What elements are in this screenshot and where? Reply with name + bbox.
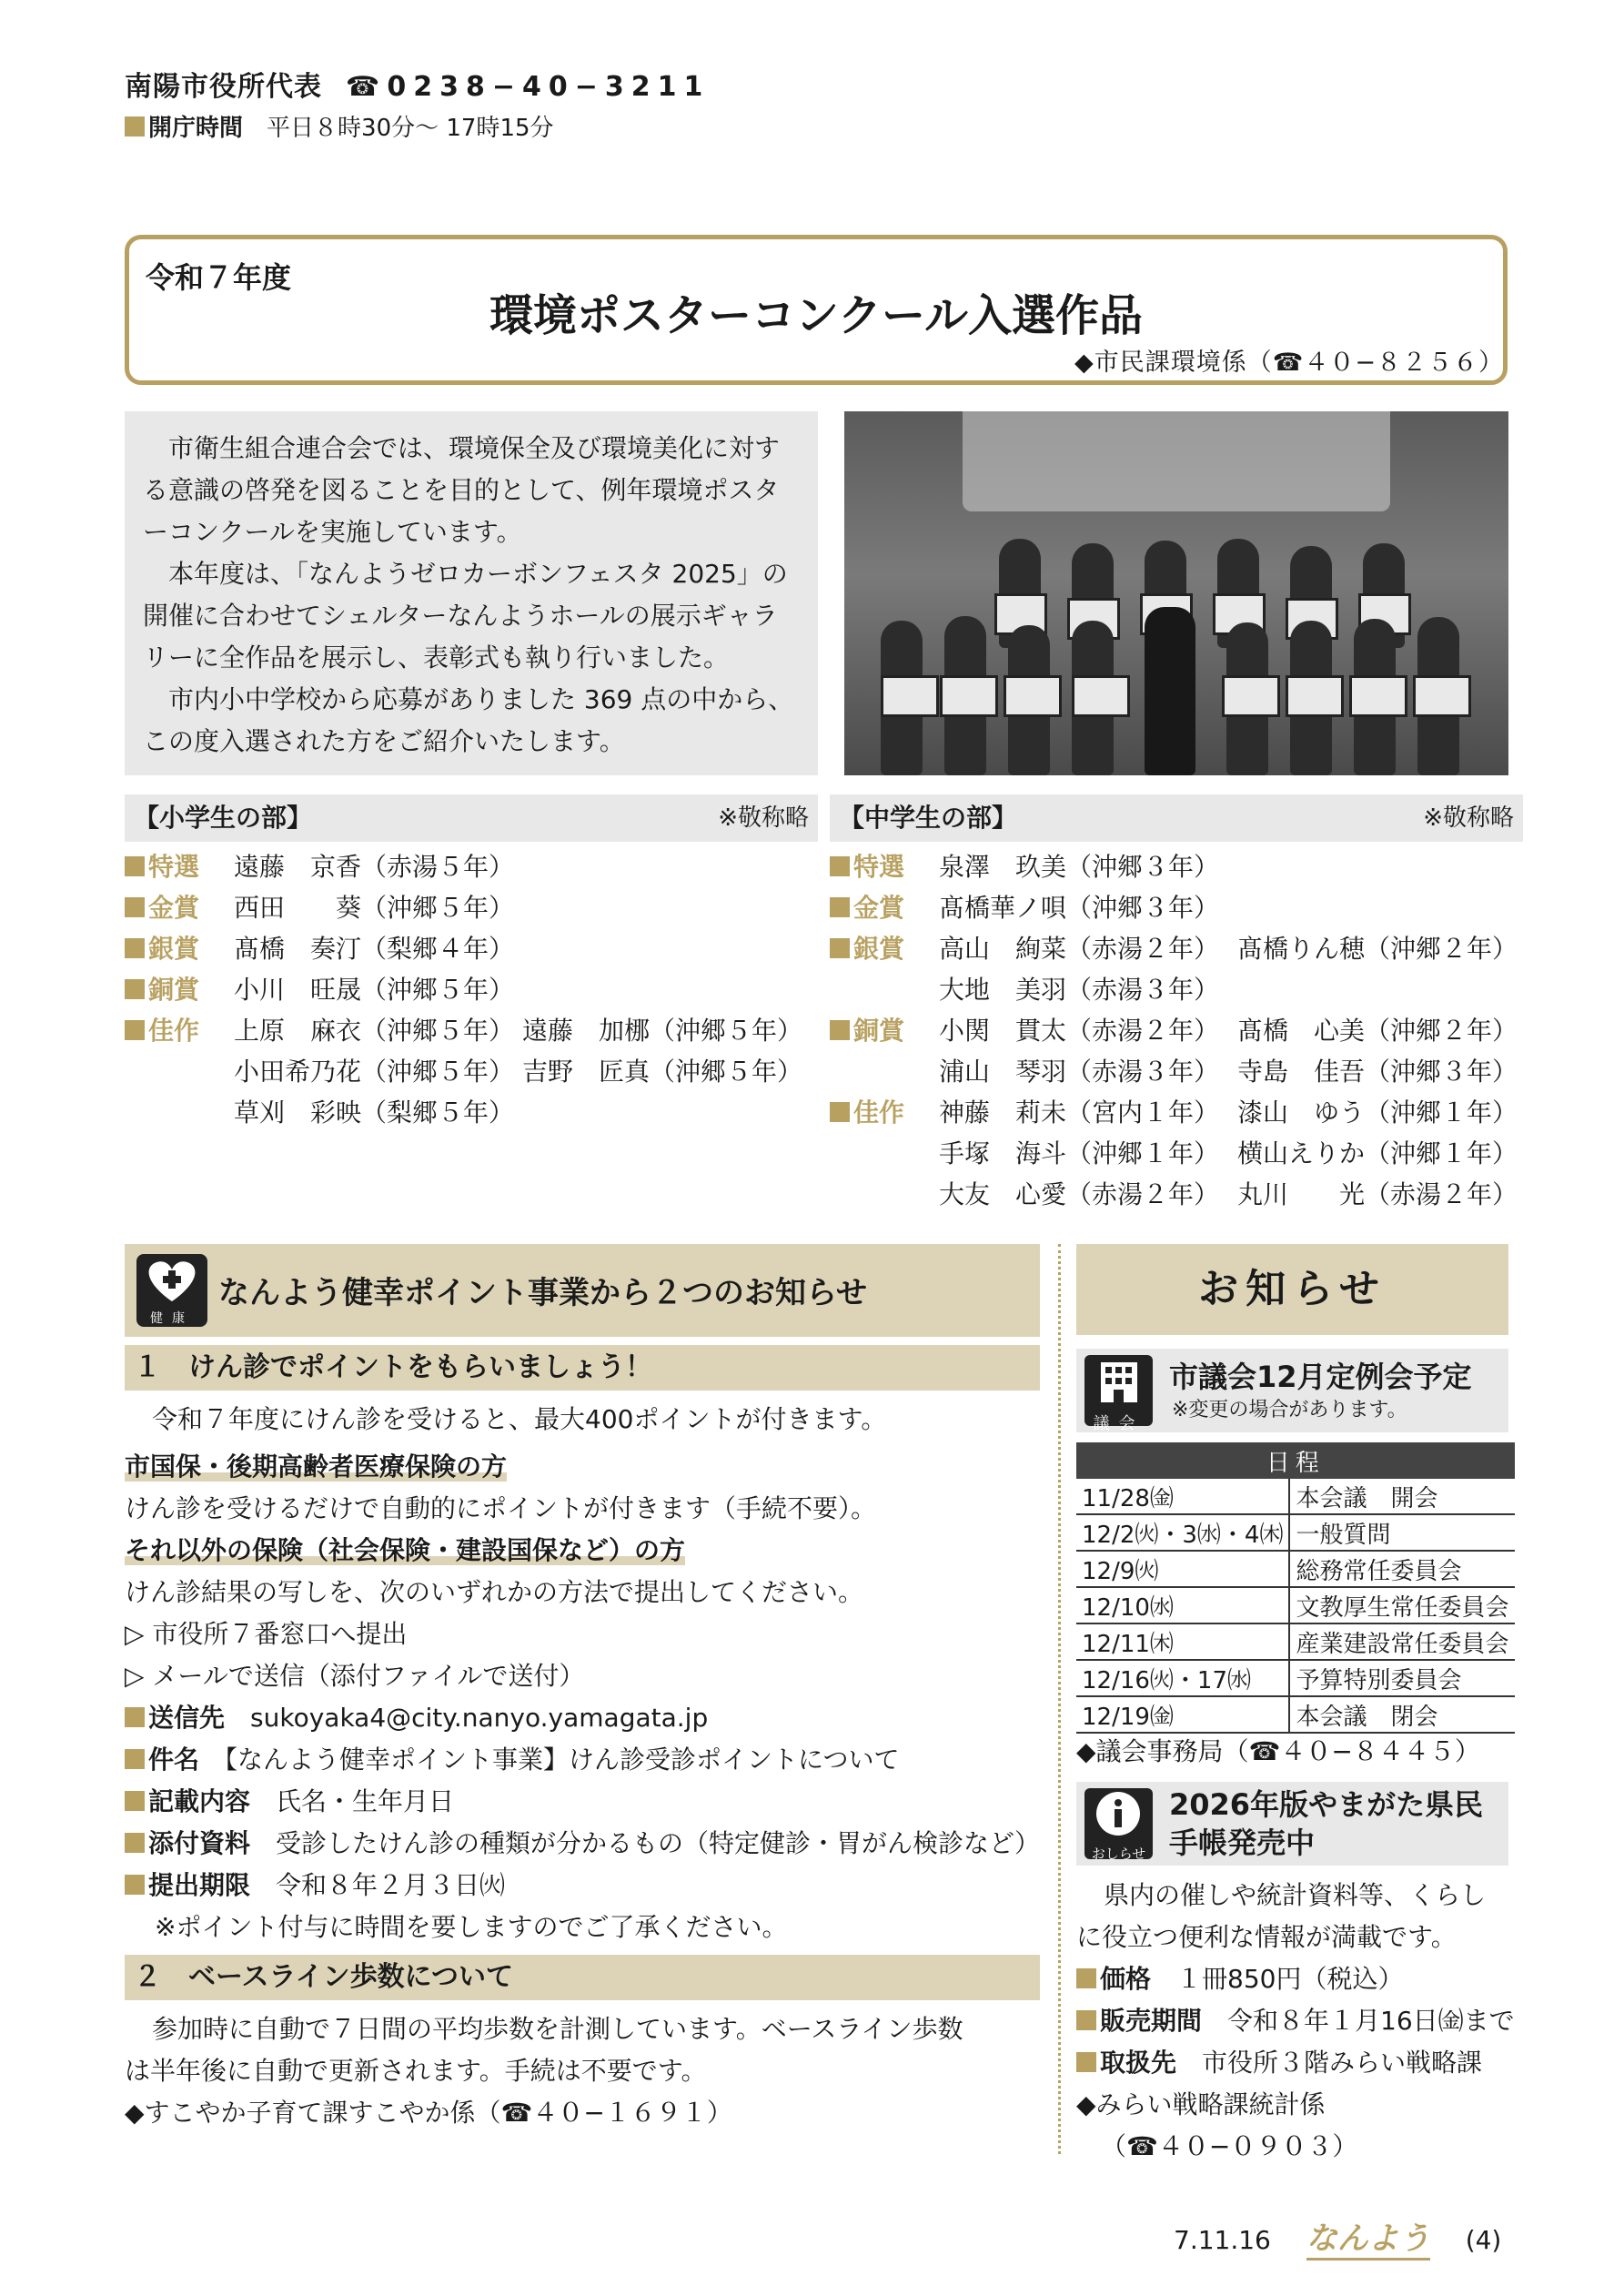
table-row: 12/11㈭ 産業建設常任委員会	[1076, 1623, 1515, 1660]
gikai-contact: ◆議会事務局（☎４０−８４４５）	[1076, 1736, 1480, 1766]
notices-title: お知らせ	[1076, 1244, 1508, 1335]
table-row: 12/19㈮ 本会議 閉会	[1076, 1696, 1515, 1733]
poster-contact: ◆市民課環境係（☎４０−８２５６）	[1074, 349, 1504, 377]
techo-title-line: 2026年版やまがた県民	[1169, 1787, 1484, 1822]
techo-title	[1169, 1785, 1483, 1862]
techo-text: に役立つ便利な情報が満載です。	[1076, 1922, 1457, 1952]
techo-item: 価格 １冊850円（税込）	[1076, 1958, 1403, 2000]
award-row: 手塚 海斗（沖郷１年） 横山えりか（沖郷１年）	[939, 1138, 1518, 1168]
event-banner	[963, 411, 1390, 511]
award-row: 佳作 神藤 莉未（宮内１年） 漆山 ゆう（沖郷１年）	[830, 1092, 1523, 1133]
award-row: 金賞 西田 葵（沖郷５年）	[125, 887, 818, 928]
health-sec1-lead: 令和７年度にけん診を受けると、最大400ポイントが付きます。	[152, 1404, 887, 1434]
method-window: ▷ 市役所７番窓口へ提出	[125, 1619, 408, 1649]
honorific-note: ※敬称略	[1423, 804, 1514, 832]
award-row: 浦山 琴羽（赤湯３年） 寺島 佳吾（沖郷３年）	[939, 1057, 1518, 1087]
table-row: 12/9㈫ 総務常任委員会	[1076, 1551, 1515, 1587]
poster-intro	[125, 411, 818, 775]
method-email: ▷ メールで送信（添付ファイルで送付）	[125, 1661, 585, 1691]
award-row: 銅賞 小関 貫太（赤湯２年） 髙橋 心美（沖郷２年）	[830, 1010, 1523, 1051]
junior-heading	[830, 794, 1523, 842]
health-contact: ◆すこやか子育て課すこやか係（☎４０−１６９１）	[125, 2098, 732, 2128]
award-row: 大地 美羽（赤湯３年）	[939, 975, 1220, 1005]
techo-contact: ◆みらい戦略課統計係	[1076, 2089, 1326, 2119]
issue-date: 7.11.16	[1174, 2225, 1271, 2255]
square-bullet-icon	[125, 116, 145, 137]
award-row: 特選 遠藤 京香（赤湯５年）	[125, 846, 818, 887]
techo-title-line: 手帳発売中	[1169, 1826, 1316, 1860]
health-sec2-text: 参加時に自動で７日間の平均歩数を計測しています。ベースライン歩数	[152, 2014, 963, 2044]
award-row: 銅賞 小川 旺晟（沖郷５年）	[125, 969, 818, 1010]
junior-title: 【中学生の部】	[839, 803, 1018, 833]
elementary-heading	[125, 794, 818, 842]
table-row: 12/10㈬ 文教厚生常任委員会	[1076, 1587, 1515, 1623]
health-sec2-title: ２ ベースライン歩数について	[125, 1955, 1040, 2000]
health-heart-icon	[136, 1254, 207, 1327]
gikai-icon-label: 議会	[1093, 1414, 1145, 1433]
health-item: 件名 【なんよう健幸ポイント事業】けん診受診ポイントについて	[125, 1739, 899, 1781]
schedule-head: 日程	[1076, 1442, 1515, 1479]
techo-text: 県内の催しや統計資料等、くらし	[1104, 1880, 1487, 1910]
health-item: 送信先 sukoyaka4@city.nanyo.yamagata.jp	[125, 1697, 708, 1739]
page-footer	[1174, 2213, 1501, 2261]
honorific-note: ※敬称略	[718, 804, 809, 832]
office-hours	[125, 109, 554, 143]
elementary-award-list	[125, 846, 818, 1133]
award-row: 大友 心愛（赤湯２年） 丸川 光（赤湯２年）	[939, 1179, 1518, 1209]
award-row: 金賞 髙橋華ノ唄（沖郷３年）	[830, 887, 1523, 928]
nanyo-logo: なんよう	[1306, 2213, 1430, 2261]
office-tel: ☎0238−40−3211	[346, 71, 711, 103]
health-icon-label: 健康	[150, 1311, 194, 1326]
page-number: (4)	[1465, 2225, 1502, 2255]
office-name: 南陽市役所代表	[125, 71, 322, 103]
table-row: 12/16㈫・17㈬ 予算特別委員会	[1076, 1660, 1515, 1696]
elementary-title: 【小学生の部】	[134, 803, 313, 833]
table-row: 11/28㈮ 本会議 開会	[1076, 1479, 1515, 1514]
column-divider	[1058, 1244, 1061, 2154]
gikai-sub: ※変更の場合があります。	[1172, 1399, 1407, 1421]
health-sec2-text: は半年後に自動で更新されます。手続は不要です。	[125, 2056, 707, 2086]
techo-contact: （☎４０−０９０３）	[1101, 2131, 1358, 2161]
city-council-building-icon	[1084, 1355, 1153, 1433]
award-row: 銀賞 髙橋 奏汀（梨郷４年）	[125, 928, 818, 969]
award-ceremony-photo	[844, 411, 1508, 775]
hours-label: 開庁時間	[148, 115, 244, 142]
gikai-title: 市議会12月定例会予定	[1169, 1360, 1472, 1394]
intro-paragraph: 市内小中学校から応募がありました 369 点の中から、この度入選された方をご紹介いたします。	[143, 684, 794, 756]
other-insurance-text: けん診結果の写しを、次のいずれかの方法で提出してください。	[125, 1577, 864, 1607]
intro-paragraph: 本年度は、「なんようゼロカーボンフェスタ 2025」の開催に合わせてシェルターなんようホールの展示ギャラリーに全作品を展示し、表彰式も執り行いました。	[143, 559, 788, 673]
health-item: 提出期限 令和８年２月３日㈫	[125, 1865, 505, 1907]
other-insurance-heading: それ以外の保険（社会保険・建設国保など）の方	[125, 1535, 686, 1565]
health-sec1-title: １ けん診でポイントをもらいましょう！	[125, 1345, 1040, 1391]
council-schedule-table	[1076, 1442, 1515, 1734]
hours-value: 平日８時30分～ 17時15分	[267, 115, 554, 142]
award-row: 草刈 彩映（梨郷５年）	[234, 1097, 515, 1128]
office-phone	[125, 64, 710, 104]
info-icon	[1084, 1788, 1153, 1862]
techo-item: 取扱先 市役所３階みらい戦略課	[1076, 2042, 1482, 2084]
kokuho-heading: 市国保・後期高齢者医療保険の方	[125, 1451, 508, 1482]
techo-icon-label: おしらせ	[1091, 1846, 1146, 1862]
health-item: 添付資料 受診したけん診の種類が分かるもの（特定健診・胃がん検診など）	[125, 1823, 1040, 1865]
award-row: 佳作 上原 麻衣（沖郷５年） 遠藤 加梛（沖郷５年）	[125, 1010, 818, 1051]
poster-title: 環境ポスターコンクール入選作品	[489, 290, 1144, 341]
health-item: 記載内容 氏名・生年月日	[125, 1781, 454, 1823]
junior-award-list	[830, 846, 1523, 1215]
health-title: なんよう健幸ポイント事業から２つのお知らせ	[218, 1275, 867, 1311]
health-note: ※ポイント付与に時間を要しますのでご了承ください。	[155, 1912, 788, 1942]
kokuho-text: けん診を受けるだけで自動的にポイントが付きます（手続不要）。	[125, 1493, 877, 1523]
intro-paragraph: 市衛生組合連合会では、環境保全及び環境美化に対する意識の啓発を図ることを目的として、例年環境ポスターコンクールを実施しています。	[143, 433, 781, 547]
award-row: 銀賞 高山 絢菜（赤湯２年） 髙橋りん穂（沖郷２年）	[830, 928, 1523, 969]
award-row: 小田希乃花（沖郷５年） 吉野 匠真（沖郷５年）	[234, 1057, 803, 1087]
table-row: 12/2㈫・3㈬・4㈭ 一般質問	[1076, 1514, 1515, 1551]
techo-item: 販売期間 令和８年１月16日㈮まで	[1076, 2000, 1515, 2042]
poster-year: 令和７年度	[146, 260, 292, 295]
award-row: 特選 泉澤 玖美（沖郷３年）	[830, 846, 1523, 887]
